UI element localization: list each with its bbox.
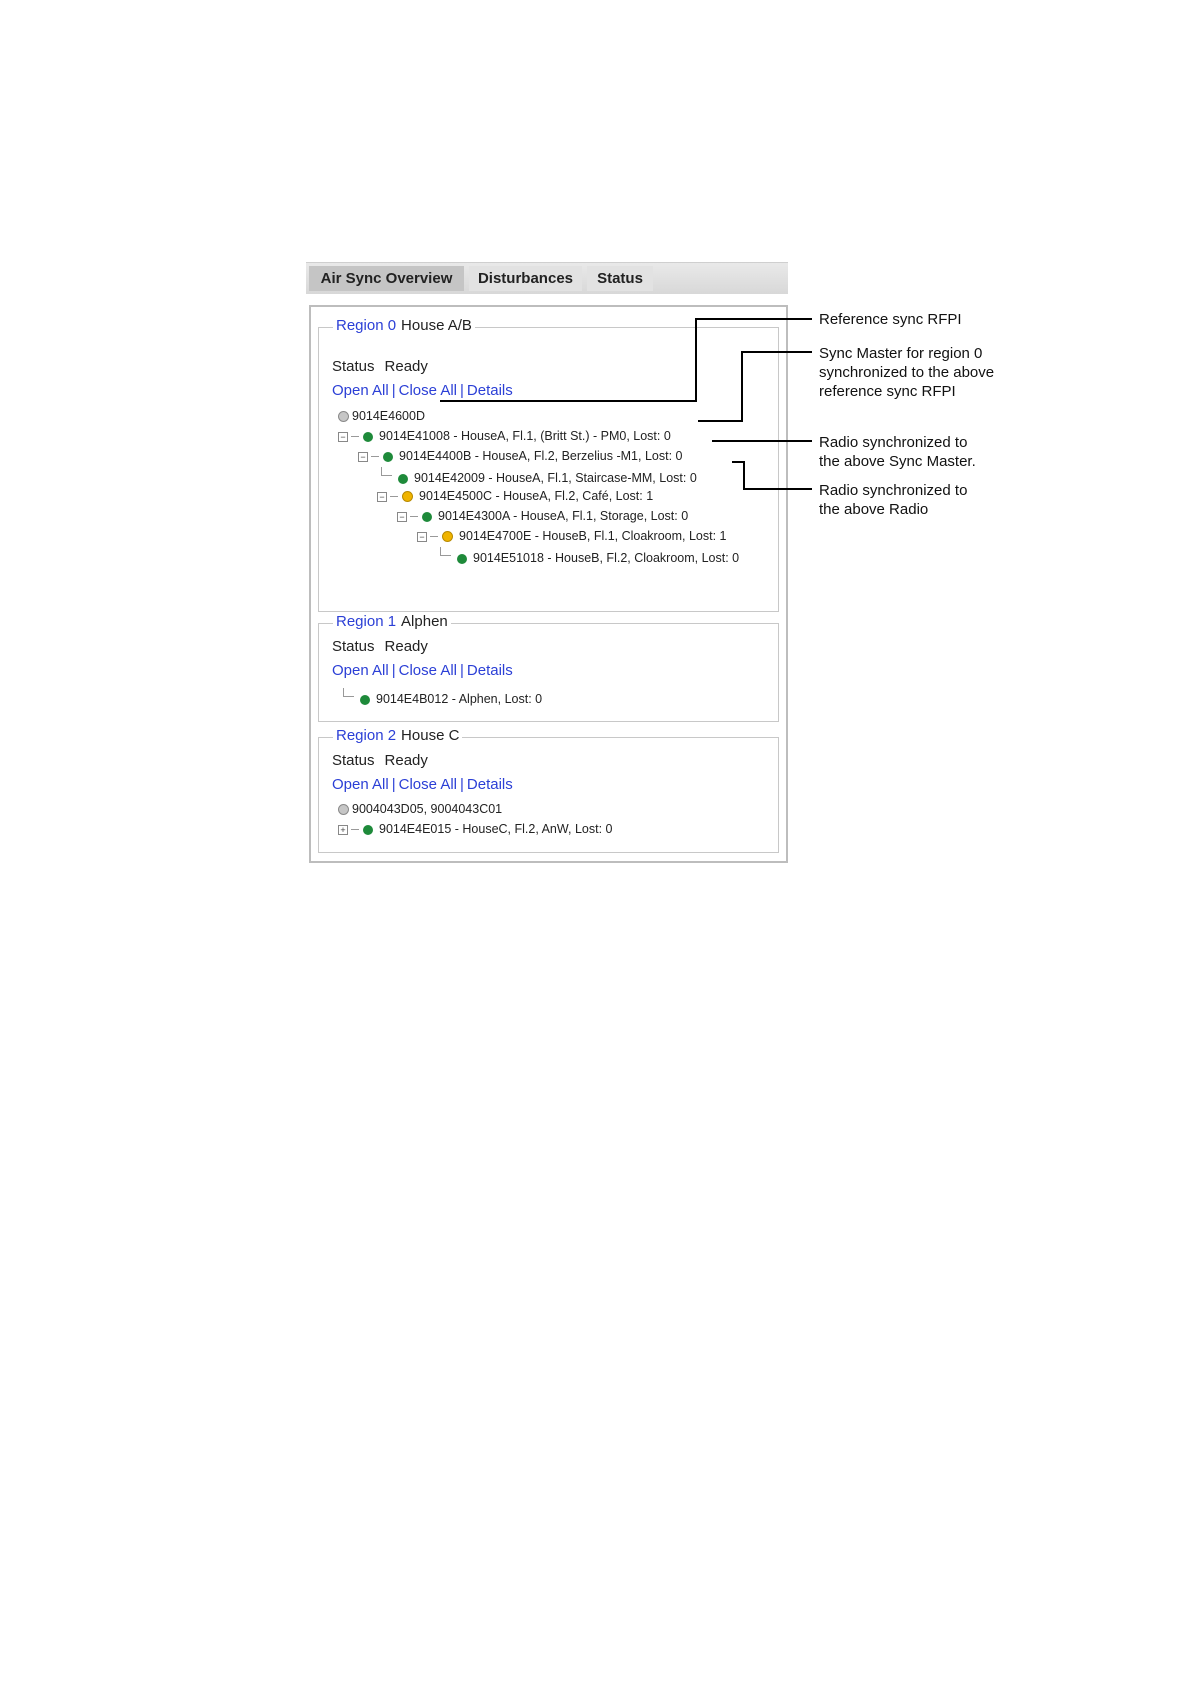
collapse-icon[interactable]: −: [417, 532, 427, 542]
node-label: 9014E4600D: [352, 409, 425, 423]
node-label: 9014E4700E - HouseB, Fl.1, Cloakroom, Lost: 1: [459, 529, 727, 543]
tab-air-sync-overview[interactable]: Air Sync Overview: [309, 266, 464, 291]
status-value: Ready: [384, 638, 428, 655]
close-all-link[interactable]: Close All: [398, 382, 457, 399]
separator: |: [459, 662, 464, 679]
open-all-link[interactable]: Open All: [332, 662, 389, 679]
node-label: 9014E42009 - HouseA, Fl.1, Staircase-MM, Lost: 0: [414, 471, 697, 485]
details-link[interactable]: Details: [466, 382, 513, 399]
details-link[interactable]: Details: [466, 776, 513, 793]
status-value: Ready: [384, 752, 428, 769]
annotation-sync-master: Sync Master for region 0 synchronized to the above reference sync RFPI: [819, 345, 995, 400]
tab-disturbances[interactable]: Disturbances: [469, 266, 582, 291]
region-2-link[interactable]: Region 2: [336, 727, 397, 744]
separator: |: [391, 776, 396, 793]
status-value: Ready: [384, 358, 428, 375]
node-label: 9014E41008 - HouseA, Fl.1, (Britt St.) - PM0, Lost: 0: [379, 429, 671, 443]
status-label: Status: [332, 752, 375, 769]
region-1-link[interactable]: Region 1: [336, 613, 397, 630]
close-all-link[interactable]: Close All: [398, 662, 457, 679]
close-all-link[interactable]: Close All: [398, 776, 457, 793]
node-label: 9014E4300A - HouseA, Fl.1, Storage, Lost: 0: [438, 509, 689, 523]
node-label: 9004043D05, 9004043C01: [352, 802, 503, 816]
expand-icon[interactable]: +: [338, 825, 348, 835]
status-label: Status: [332, 358, 375, 375]
node-label: 9014E4B012 - Alphen, Lost: 0: [376, 692, 543, 706]
tab-status[interactable]: Status: [587, 266, 653, 291]
region-0-link[interactable]: Region 0: [336, 317, 397, 334]
leader-line-sync-master: [698, 352, 812, 421]
separator: |: [459, 776, 464, 793]
node-label: 9014E4500C - HouseA, Fl.2, Café, Lost: 1: [419, 489, 654, 503]
annotation-radio-sync-radio: Radio synchronized to the above Radio: [819, 482, 968, 518]
collapse-icon[interactable]: −: [377, 492, 387, 502]
open-all-link[interactable]: Open All: [332, 382, 389, 399]
node-label: 9014E51018 - HouseB, Fl.2, Cloakroom, Lost: 0: [473, 551, 740, 565]
region-description: House A/B: [401, 317, 472, 334]
separator: |: [391, 382, 396, 399]
node-label: 9014E4400B - HouseA, Fl.2, Berzelius -M1, Lost: 0: [399, 449, 683, 463]
status-label: Status: [332, 638, 375, 655]
open-all-link[interactable]: Open All: [332, 776, 389, 793]
leader-line-radio: [732, 462, 812, 489]
collapse-icon[interactable]: −: [397, 512, 407, 522]
annotation-reference-sync: Reference sync RFPI: [819, 311, 962, 328]
separator: |: [391, 662, 396, 679]
collapse-icon[interactable]: −: [358, 452, 368, 462]
annotation-radio-sync-master: Radio synchronized to the above Sync Master.: [819, 434, 976, 470]
node-label: 9014E4E015 - HouseC, Fl.2, AnW, Lost: 0: [379, 822, 613, 836]
details-link[interactable]: Details: [466, 662, 513, 679]
region-description: Alphen: [401, 613, 448, 630]
region-description: House C: [401, 727, 460, 744]
leader-line-reference: [440, 319, 812, 401]
separator: |: [459, 382, 464, 399]
collapse-icon[interactable]: −: [338, 432, 348, 442]
